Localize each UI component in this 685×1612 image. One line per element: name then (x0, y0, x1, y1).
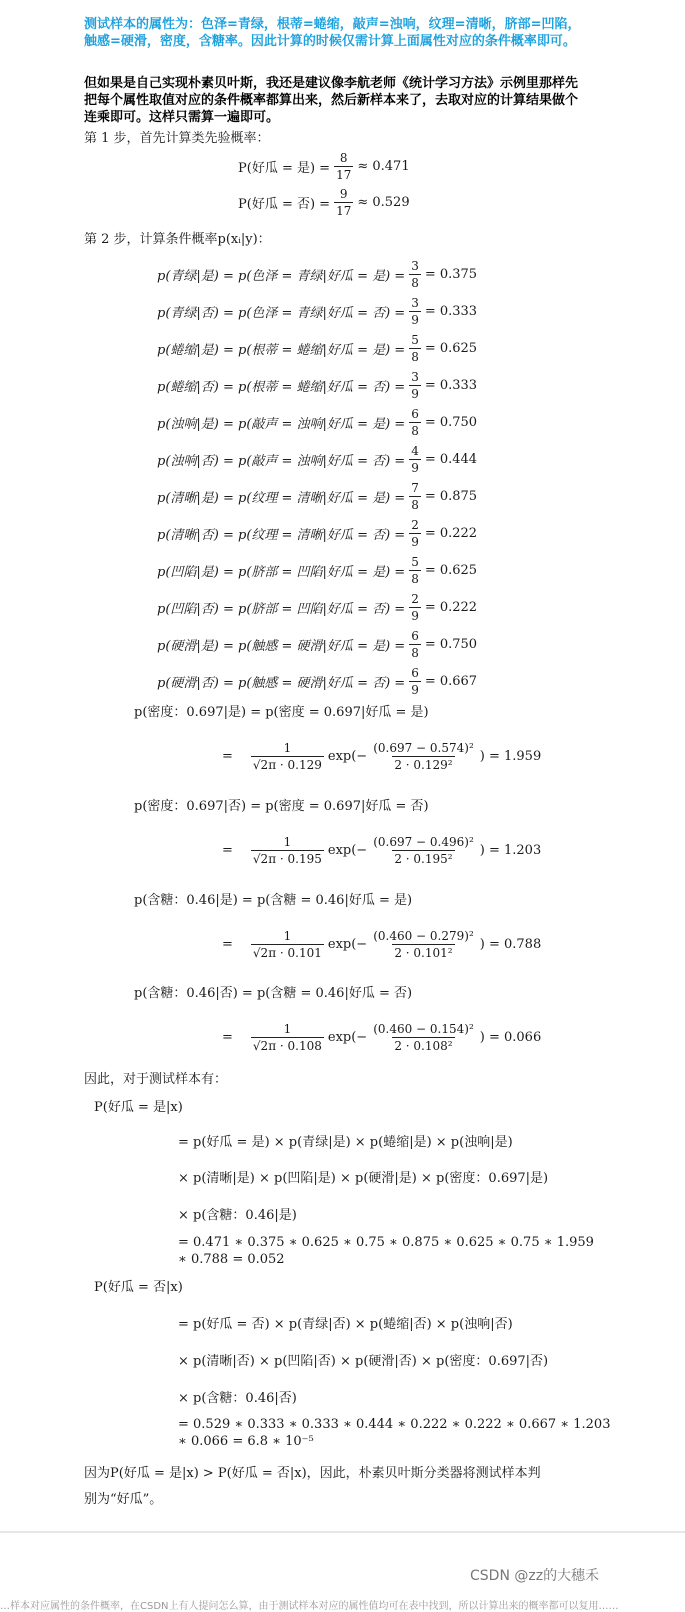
numerator: 2 (411, 517, 419, 532)
conditional-fraction (409, 481, 421, 512)
conditional-rhs: = 0.750 (424, 636, 478, 652)
denominator: 17 (336, 203, 352, 218)
therefore-text: 因此，对于测试样本有： (84, 1072, 228, 1087)
denominator: 8 (411, 423, 419, 438)
numerator: 6 (411, 406, 419, 421)
posterior-yes-head: P(好瓜 = 是|x) (94, 1100, 183, 1115)
conditional-row (157, 552, 477, 588)
step2-label: 第 2 步，计算条件概率p(xᵢ|y)： (84, 232, 271, 247)
conditional-fraction (409, 555, 421, 586)
csdn-watermark: CSDN @zz的大穗禾 (470, 1568, 600, 1584)
numerator: 9 (339, 186, 348, 201)
conditional-lhs: p(凹陷|是) = p(脐部 = 凹陷|好瓜 = 是) = (157, 564, 406, 580)
density-formula (222, 1015, 541, 1059)
numerator: (0.697 − 0.574)² (373, 740, 474, 755)
prior-yes-fraction (334, 151, 353, 182)
posterior-yes-line4: = 0.471 ∗ 0.375 ∗ 0.625 ∗ 0.75 ∗ 0.875 ∗ 0.625 ∗ 0.75 ∗ 1.959 (178, 1235, 594, 1250)
denominator: 2 · 0.129² (394, 757, 453, 772)
normalizer-fraction (251, 1022, 324, 1053)
conditional-row (157, 478, 477, 514)
intro-highlight-text: 测试样本的属性为：色泽=青绿，根蒂=蜷缩，敲声=浊响，纹理=清晰，脐部=凹陷，触感=硬滑，密度，含糖率。因此计算的时候仅需计算上面属性对应的条件概率即可。 (84, 17, 581, 49)
conditional-rhs: = 0.444 (424, 451, 478, 467)
conditional-rhs: = 0.875 (424, 488, 478, 504)
denominator: 2 · 0.195² (394, 851, 453, 866)
density-formula (222, 828, 541, 872)
density-head: p(含糖：0.46|是) = p(含糖 = 0.46|好瓜 = 是) (134, 893, 413, 908)
conditional-rhs: = 0.625 (424, 340, 478, 356)
conditional-row (157, 589, 477, 625)
denominator: 9 (411, 682, 419, 697)
numerator: 3 (411, 369, 419, 384)
equals-sign: = (222, 1029, 233, 1045)
exponent-fraction (371, 1022, 476, 1053)
denominator: 8 (411, 349, 419, 364)
conditional-row (157, 256, 477, 292)
numerator: 1 (283, 834, 292, 849)
conditional-lhs: p(浊响|否) = p(敲声 = 浊响|好瓜 = 否) = (157, 453, 406, 469)
density-result: ) = 0.788 (479, 936, 542, 952)
conditional-lhs: p(青绿|是) = p(色泽 = 青绿|好瓜 = 是) = (157, 268, 406, 284)
conditional-lhs: p(青绿|否) = p(色泽 = 青绿|好瓜 = 否) = (157, 305, 406, 321)
equals-sign: = (222, 842, 233, 858)
numerator: (0.697 − 0.496)² (373, 834, 474, 849)
conditional-rhs: = 0.222 (424, 599, 478, 615)
denominator: 8 (411, 645, 419, 660)
conditional-row (157, 367, 477, 403)
posterior-no-line3: × p(含糖：0.46|否) (178, 1391, 297, 1406)
posterior-yes-line5: ∗ 0.788 = 0.052 (178, 1252, 285, 1267)
conditional-lhs: p(蜷缩|否) = p(根蒂 = 蜷缩|好瓜 = 否) = (157, 379, 406, 395)
conditional-fraction (409, 370, 421, 401)
posterior-no-line1: = p(好瓜 = 否) × p(青绿|否) × p(蜷缩|否) × p(浊响|否) (178, 1317, 513, 1332)
conditional-rhs: = 0.750 (424, 414, 478, 430)
conditional-fraction (409, 333, 421, 364)
conditional-fraction (409, 407, 421, 438)
denominator: 8 (411, 275, 419, 290)
conditional-fraction (409, 296, 421, 327)
equals-sign: = (222, 936, 233, 952)
conditional-rhs: = 0.667 (424, 673, 478, 689)
denominator: 9 (411, 608, 419, 623)
denominator: √2π · 0.101 (252, 945, 322, 960)
denominator: 9 (411, 460, 419, 475)
prior-no (238, 184, 410, 220)
numerator: 5 (411, 554, 419, 569)
conditional-lhs: p(硬滑|否) = p(触感 = 硬滑|好瓜 = 否) = (157, 675, 406, 691)
numerator: 7 (411, 480, 419, 495)
conditional-fraction (409, 666, 421, 697)
conditional-fraction (409, 629, 421, 660)
bottom-divider (0, 1531, 685, 1533)
posterior-no-line2: × p(清晰|否) × p(凹陷|否) × p(硬滑|否) × p(密度：0.697|否) (178, 1354, 549, 1369)
conditional-rhs: = 0.222 (424, 525, 478, 541)
density-head: p(密度：0.697|否) = p(密度 = 0.697|好瓜 = 否) (134, 799, 429, 814)
numerator: 1 (283, 740, 292, 755)
normalizer-fraction (251, 741, 324, 772)
numerator: 3 (411, 295, 419, 310)
conditional-row (157, 330, 477, 366)
conditional-rhs: = 0.625 (424, 562, 478, 578)
conditional-lhs: p(凹陷|否) = p(脐部 = 凹陷|好瓜 = 否) = (157, 601, 406, 617)
denominator: 9 (411, 312, 419, 327)
denominator: 2 · 0.101² (394, 945, 453, 960)
intro-note-text: 但如果是自己实现朴素贝叶斯，我还是建议像李航老师《统计学习方法》示例里那样先把每个属性取值对应的条件概率都算出来，然后新样本来了，去取对应的计算结果做个连乘即可。这样只需算一遍即可。 (84, 76, 579, 125)
density-result: ) = 1.203 (479, 842, 542, 858)
conditional-lhs: p(浊响|是) = p(敲声 = 浊响|好瓜 = 是) = (157, 416, 406, 432)
prior-yes (238, 148, 410, 184)
conditional-row (157, 663, 477, 699)
prior-yes-rhs: ≈ 0.471 (357, 158, 410, 174)
exp-label: exp(− (327, 842, 368, 858)
denominator: 9 (411, 534, 419, 549)
normalizer-fraction (251, 835, 324, 866)
numerator: 3 (411, 258, 419, 273)
conditional-row (157, 404, 477, 440)
prior-no-lhs: P(好瓜 = 否) = (238, 196, 331, 212)
conditional-rhs: = 0.333 (424, 303, 478, 319)
numerator: 1 (283, 1021, 292, 1036)
posterior-yes-line3: × p(含糖：0.46|是) (178, 1208, 297, 1223)
conditional-row (157, 441, 477, 477)
conditional-fraction (409, 444, 421, 475)
exp-label: exp(− (327, 936, 368, 952)
posterior-no-head: P(好瓜 = 否|x) (94, 1280, 183, 1295)
density-formula (222, 734, 541, 778)
denominator: √2π · 0.108 (252, 1038, 322, 1053)
conditional-fraction (409, 518, 421, 549)
conclusion-line1: 因为P(好瓜 = 是|x) > P(好瓜 = 否|x)，因此，朴素贝叶斯分类器将测试样本判 (84, 1466, 541, 1481)
equals-sign: = (222, 748, 233, 764)
denominator: 2 · 0.108² (394, 1038, 453, 1053)
conditional-lhs: p(硬滑|是) = p(触感 = 硬滑|好瓜 = 是) = (157, 638, 406, 654)
numerator: 5 (411, 332, 419, 347)
density-result: ) = 1.959 (479, 748, 542, 764)
exponent-fraction (371, 929, 476, 960)
exp-label: exp(− (327, 748, 368, 764)
conditional-row (157, 293, 477, 329)
posterior-yes-line2: × p(清晰|是) × p(凹陷|是) × p(硬滑|是) × p(密度：0.697|是) (178, 1171, 549, 1186)
prior-no-fraction (334, 187, 353, 218)
denominator: 8 (411, 497, 419, 512)
exponent-fraction (371, 741, 476, 772)
exp-label: exp(− (327, 1029, 368, 1045)
denominator: 9 (411, 386, 419, 401)
conditional-fraction (409, 592, 421, 623)
conditional-lhs: p(清晰|否) = p(纹理 = 清晰|好瓜 = 否) = (157, 527, 406, 543)
numerator: 6 (411, 628, 419, 643)
numerator: 4 (411, 443, 419, 458)
posterior-no-line5: ∗ 0.066 = 6.8 ∗ 10⁻⁵ (178, 1434, 314, 1449)
exponent-fraction (371, 835, 476, 866)
denominator: 17 (336, 167, 352, 182)
density-head: p(含糖：0.46|否) = p(含糖 = 0.46|好瓜 = 否) (134, 986, 413, 1001)
conditional-row (157, 626, 477, 662)
denominator: √2π · 0.195 (252, 851, 322, 866)
denominator: 8 (411, 571, 419, 586)
conditional-fraction (409, 259, 421, 290)
numerator: 1 (283, 928, 292, 943)
conditional-row (157, 515, 477, 551)
posterior-no-line4: = 0.529 ∗ 0.333 ∗ 0.333 ∗ 0.444 ∗ 0.222 ∗ 0.222 ∗ 0.667 ∗ 1.203 (178, 1417, 611, 1432)
prior-no-rhs: ≈ 0.529 (357, 194, 410, 210)
numerator: 6 (411, 665, 419, 680)
normalizer-fraction (251, 929, 324, 960)
conclusion-line2: 别为“好瓜”。 (84, 1492, 163, 1507)
denominator: √2π · 0.129 (252, 757, 322, 772)
numerator: (0.460 − 0.154)² (373, 1021, 474, 1036)
conditional-lhs: p(蜷缩|是) = p(根蒂 = 蜷缩|好瓜 = 是) = (157, 342, 406, 358)
conditional-lhs: p(清晰|是) = p(纹理 = 清晰|好瓜 = 是) = (157, 490, 406, 506)
numerator: (0.460 − 0.279)² (373, 928, 474, 943)
numerator: 2 (411, 591, 419, 606)
density-result: ) = 0.066 (479, 1029, 542, 1045)
density-formula (222, 922, 541, 966)
posterior-yes-line1: = p(好瓜 = 是) × p(青绿|是) × p(蜷缩|是) × p(浊响|是) (178, 1135, 513, 1150)
numerator: 8 (339, 150, 348, 165)
density-head: p(密度：0.697|是) = p(密度 = 0.697|好瓜 = 是) (134, 705, 429, 720)
step1-label: 第 1 步，首先计算类先验概率： (84, 131, 270, 146)
cut-off-footer-text: …样本对应属性的条件概率，在CSDN上有人提问怎么算，由于测试样本对应的属性值均可在表中找到，所以计算出来的概率都可以复用…… (0, 1601, 619, 1612)
conditional-rhs: = 0.375 (424, 266, 478, 282)
conditional-rhs: = 0.333 (424, 377, 478, 393)
prior-yes-lhs: P(好瓜 = 是) = (238, 160, 331, 176)
